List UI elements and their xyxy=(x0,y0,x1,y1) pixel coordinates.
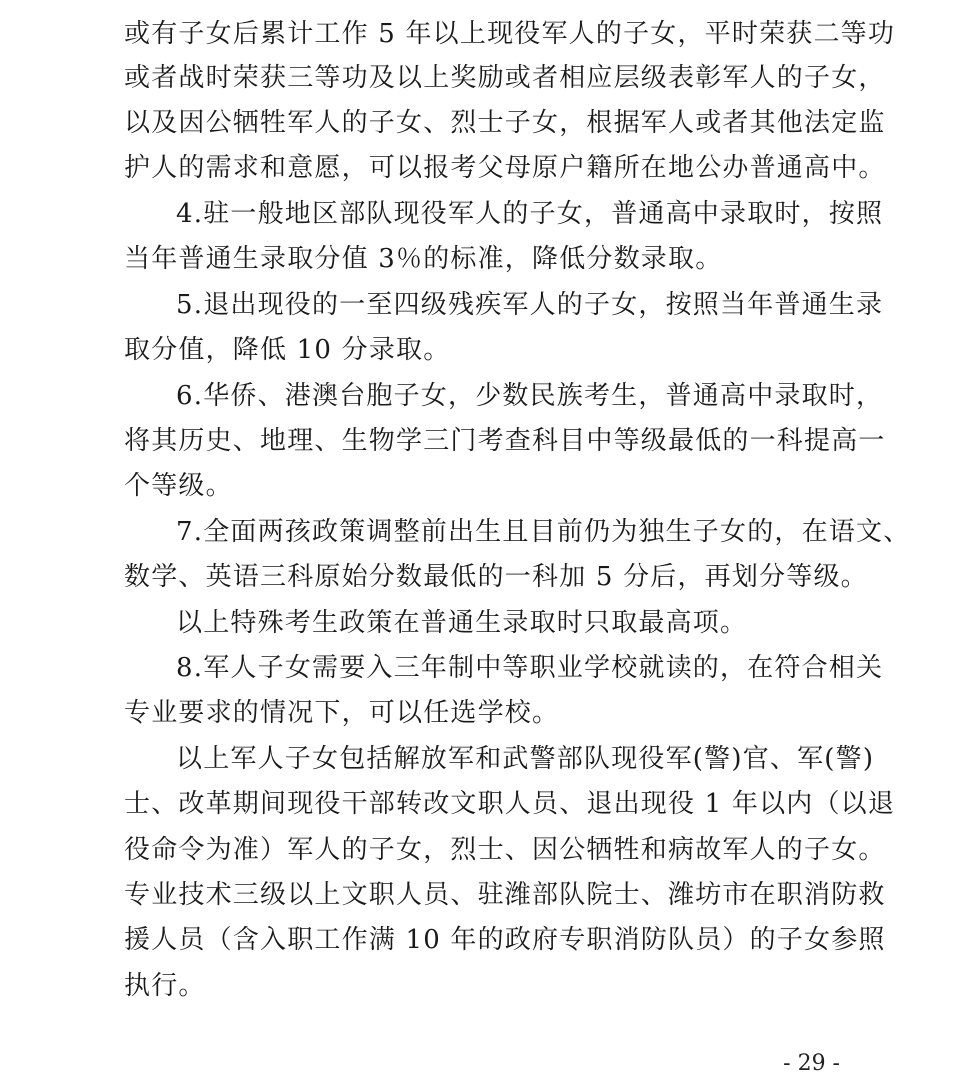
paragraph-8-line: 8.军人子女需要入三年制中等职业学校就读的，在符合相关 xyxy=(176,653,884,683)
text-line: 以及因公牺牲军人的子女、烈士子女，根据军人或者其他法定监 xyxy=(124,108,886,138)
text-line: 专业要求的情况下，可以任选学校。 xyxy=(124,698,560,728)
paragraph-7-line: 7.全面两孩政策调整前出生且目前仍为独生子女的，在语文、 xyxy=(176,517,911,547)
text-line: 役命令为准）军人的子女，烈士、因公牺牲和病故军人的子女。 xyxy=(124,835,886,865)
text-line: 士、改革期间现役干部转改文职人员、退出现役 1 年以内（以退 xyxy=(124,789,896,819)
paragraph-5-line: 5.退出现役的一至四级残疾军人的子女，按照当年普通生录 xyxy=(176,290,884,320)
paragraph-6-line: 6.华侨、港澳台胞子女，少数民族考生，普通高中录取时， xyxy=(176,381,884,411)
text-line: 专业技术三级以上文职人员、驻潍部队院士、潍坊市在职消防救 xyxy=(124,880,886,910)
text-line: 数学、英语三科原始分数最低的一科加 5 分后，再划分等级。 xyxy=(124,562,868,592)
text-line: 援人员（含入职工作满 10 年的政府专职消防队员）的子女参照 xyxy=(124,925,886,955)
text-line: 执行。 xyxy=(124,971,206,1001)
text-line: 护人的需求和意愿，可以报考父母原户籍所在地公办普通高中。 xyxy=(124,153,886,183)
text-line: 将其历史、地理、生物学三门考查科目中等级最低的一科提高一 xyxy=(124,426,886,456)
text-line: 当年普通生录取分值 3％的标准，降低分数录取。 xyxy=(124,244,723,274)
text-line: 取分值，降低 10 分录取。 xyxy=(124,335,451,365)
text-line: 或有子女后累计工作 5 年以上现役军人的子女，平时荣获二等功 xyxy=(124,19,896,49)
page-number: - 29 - xyxy=(783,1051,840,1076)
policy-note-line: 以上特殊考生政策在普通生录取时只取最高项。 xyxy=(176,608,748,638)
paragraph-4-line: 4.驻一般地区部队现役军人的子女，普通高中录取时，按照 xyxy=(176,199,884,229)
military-children-definition-line: 以上军人子女包括解放军和武警部队现役军(警)官、军(警) xyxy=(176,744,875,774)
text-line: 个等级。 xyxy=(124,471,233,501)
text-line: 或者战时荣获三等功及以上奖励或者相应层级表彰军人的子女， xyxy=(124,63,886,93)
